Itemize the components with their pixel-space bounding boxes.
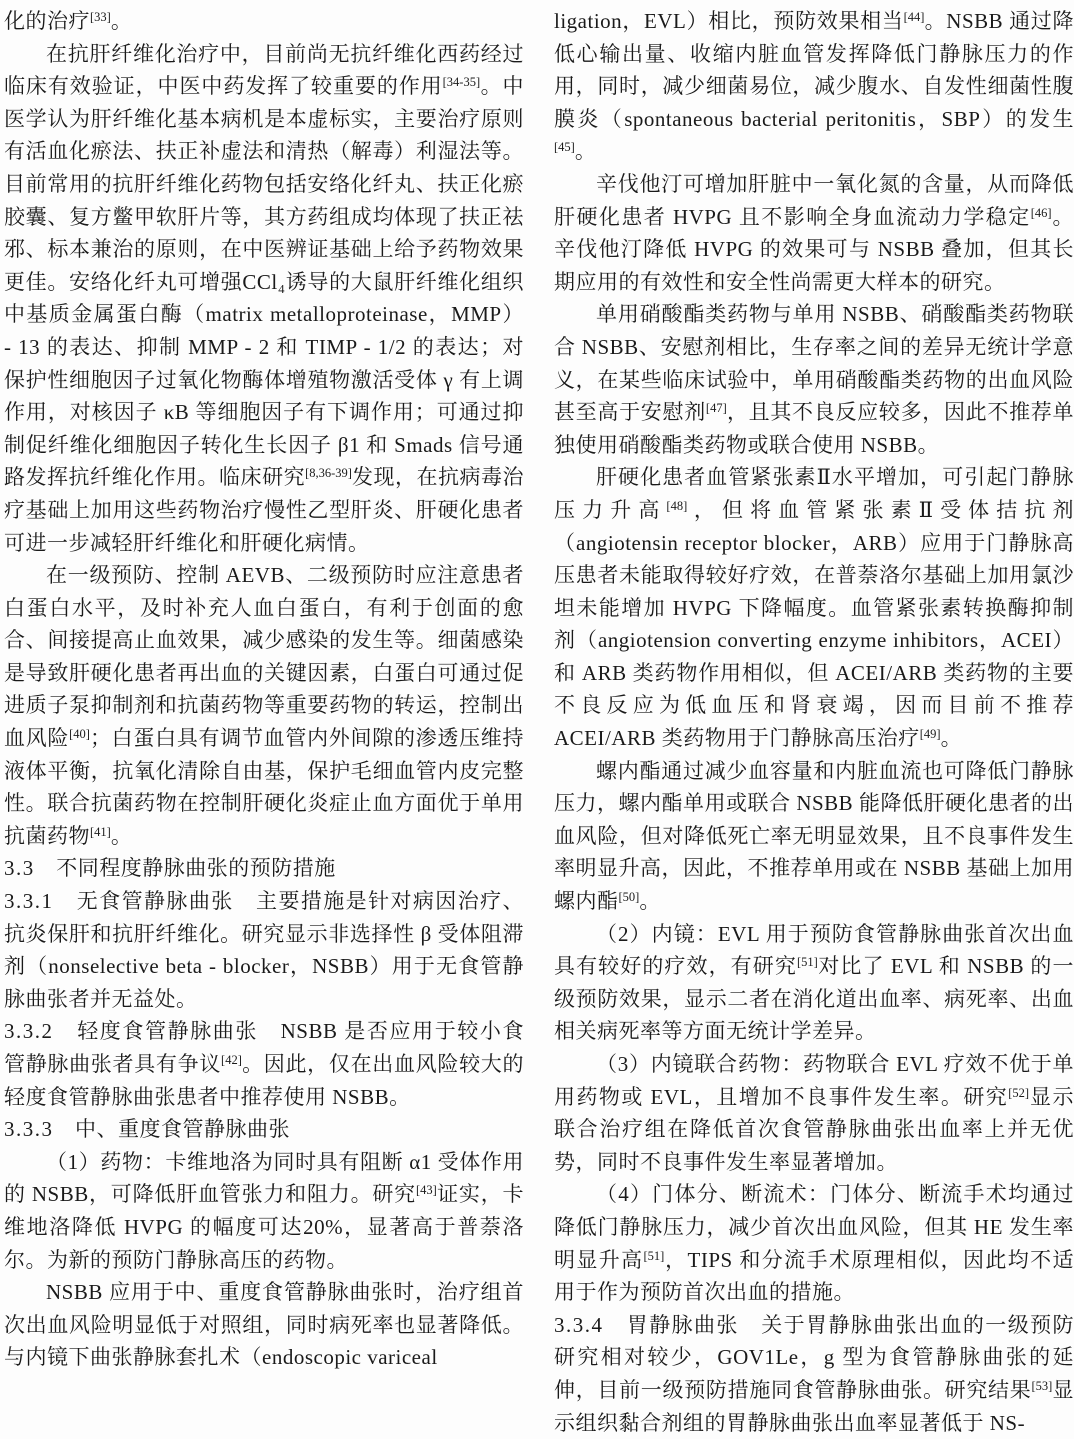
section-number: 3.3.1 [4,889,54,914]
reference-citation-marker: [47] [705,401,727,416]
body-paragraph: （1）药物：卡维地洛为同时具有阻断 α1 受体作用的 NSBB，可降低肝血管张力和阻力。研究[43]证实，卡维地洛降低 HVPG 的幅度可达20%，显著高于普萘洛尔。为新的预防门静脉高压的药物。 [4,1149,525,1272]
section-number: 3.3.4 [554,1312,604,1337]
reference-citation-marker: [44] [903,10,925,25]
section-number: 3.3.3 [4,1117,54,1142]
section-title: 不同程度静脉曲张的预防措施 [34,856,336,881]
reference-citation-marker: [43] [415,1183,437,1198]
reference-citation-marker: [42] [221,1053,242,1068]
reference-citation-marker: [46] [1030,205,1052,220]
reference-citation-marker: [52] [1008,1085,1030,1100]
body-paragraph: 肝硬化患者血管紧张素Ⅱ水平增加，可引起门静脉压力升高[48]，但将血管紧张素Ⅱ受体拮抗剂（angiotensin receptor blocker，ARB）应用于门静脉高压患者未能取得较好疗效，在普萘洛尔基础上加用氯沙坦未能增加 HVPG 下降幅度。血管紧张素转换酶抑制剂（angiotension converting enzyme inhibitors，ACEI）和 ARB 类药物作用相似，但 ACEI/ARB 类药物的主要不良反应为低血压和肾衰竭，因而目前不推荐 ACEI/ARB 类药物用于门静脉高压治疗[49]。 [554,465,1074,751]
section-title: 胃静脉曲张 [603,1312,762,1337]
section-heading-paragraph: 3.3.2 轻度食管静脉曲张 NSBB 是否应用于较小食管静脉曲张者具有争议[42]。因此，仅在出血风险较大的轻度食管静脉曲张患者中推荐使用 NSBB。 [4,1019,524,1109]
reference-citation-marker: [49] [919,727,941,742]
left-column [4,5,524,1420]
section-heading-paragraph: 3.3.1 无食管静脉曲张 主要措施是针对病因治疗、抗炎保肝和抗肝纤维化。研究显示非选择性 β 受体阻滞剂（nonselective beta - blocker，NSBB）用于无食管静脉曲张者并无益处。 [4,889,524,1011]
reference-citation-marker: [41] [90,824,111,839]
body-paragraph: 在抗肝纤维化治疗中，目前尚无抗纤维化西药经过临床有效验证，中医中药发挥了较重要的作用[34-35]。中医学认为肝纤维化基本病机是本虚标实，主要治疗原则有活血化瘀法、扶正补虚法和清热（解毒）利湿法等。目前常用的抗肝纤维化药物包括安络化纤丸、扶正化瘀胶囊、复方鳖甲软肝片等，其方药组成均体现了扶正祛邪、标本兼治的原则，在中医辨证基础上给予药物效果更佳。安络化纤丸可增强CCl₄诱导的大鼠肝纤维化组织中基质金属蛋白酶（matrix metalloproteinase，MMP） - 13 的表达、抑制 MMP - 2 和 TIMP - 1/2 的表达；对保护性细胞因子过氧化物酶体增殖物激活受体 γ 有上调作用，对核因子 κB 等细胞因子有下调作用；可通过抑制促纤维化细胞因子转化生长因子 β1 和 Smads 信号通路发挥抗纤维化作用。临床研究[8,36-39]发现，在抗病毒治疗基础上加用这些药物治疗慢性乙型肝炎、肝硬化患者可进一步减轻肝纤维化和肝硬化病情。 [4,41,525,555]
body-paragraph: （2）内镜：EVL 用于预防食管静脉曲张首次出血具有较好的疗效，有研究[51]对比了 EVL 和 NSBB 的一级预防效果，显示二者在消化道出血率、病死率、出血相关病死率等方面无统计学差异。 [554,921,1074,1044]
section-title: 轻度食管静脉曲张 [53,1019,281,1044]
body-paragraph: ligation，EVL）相比，预防效果相当[44]。NSBB 通过降低心输出量、收缩内脏血管发挥降低门静脉压力的作用，同时，减少细菌易位，减少腹水、自发性细菌性腹膜炎（spontaneous bacterial peritonitis，SBP）的发生[45]。 [554,9,1074,164]
body-paragraph: 单用硝酸酯类药物与单用 NSBB、硝酸酯类药物联合 NSBB、安慰剂相比，生存率之间的差异无统计学意义，在某些临床试验中，单用硝酸酯类药物的出血风险甚至高于安慰剂[47]，且其不良反应较多，因此不推荐单独使用硝酸酯类药物或联合使用 NSBB。 [554,302,1074,457]
reference-citation-marker: [8,36-39] [305,466,352,481]
reference-citation-marker: [50] [618,890,640,905]
reference-citation-marker: [51] [796,955,818,970]
reference-citation-marker: [48] [666,499,688,514]
reference-citation-marker: [40] [69,727,90,742]
section-number: 3.3 [4,856,35,881]
section-heading-paragraph [4,1113,524,1146]
body-paragraph: 在一级预防、控制 AEVB、二级预防时应注意患者白蛋白水平，及时补充人血白蛋白，有利于创面的愈合、间接提高止血效果，减少感染的发生等。细菌感染是导致肝硬化患者再出血的关键因素，白蛋白可通过促进质子泵抑制剂和抗菌药物等重要药物的转运，控制出血风险[40]；白蛋白具有调节血管内外间隙的渗透压维持液体平衡，抗氧化清除自由基，保护毛细血管内皮完整性。联合抗菌药物在控制肝硬化炎症止血方面优于单用抗菌药物[41]。 [4,563,525,848]
reference-citation-marker: [51] [643,1248,665,1263]
body-paragraph: 化的治疗[33]。 [4,9,133,33]
reference-citation-marker: [33] [90,10,111,25]
body-paragraph: 螺内酯通过减少血容量和内脏血流也可降低门静脉压力，螺内酯单用或联合 NSBB 能降低肝硬化患者的出血风险，但对降低死亡率无明显效果，且不良事件发生率明显升高，因此，不推荐单用或在 NSBB 基础上加用螺内酯[50]。 [554,758,1074,914]
section-heading-paragraph: 3.3.4 胃静脉曲张 关于胃静脉曲张出血的一级预防研究相对较少，GOV1Le，g 型为食管静脉曲张的延伸，目前一级预防措施同食管静脉曲张。研究结果[53]显示组织黏合剂组的胃静脉曲张出血率显著低于 NS- [554,1312,1074,1435]
body-paragraph: 辛伐他汀可增加肝脏中一氧化氮的含量，从而降低肝硬化患者 HVPG 且不影响全身血流动力学稳定[46]。辛伐他汀降低 HVPG 的效果可与 NSBB 叠加，但其长期应用的有效性和安全性尚需更大样本的研究。 [554,171,1074,294]
section-title: 无食管静脉曲张 [53,889,257,914]
reference-citation-marker: [53] [1031,1379,1053,1394]
right-column [554,5,1074,1435]
reference-citation-marker: [45] [554,140,575,155]
body-paragraph: （3）内镜联合药物：药物联合 EVL 疗效不优于单用药物或 EVL，且增加不良事件发生率。研究[52]显示联合治疗组在降低首次食管静脉曲张出血率上并无优势，同时不良事件发生率显著增加。 [554,1052,1074,1174]
body-paragraph: NSBB 应用于中、重度食管静脉曲张时，治疗组首次出血风险明显低于对照组，同时病死率也显著降低。与内镜下曲张静脉套扎术（endoscopic variceal [4,1280,524,1370]
reference-citation-marker: [34-35] [442,75,481,90]
section-number: 3.3.2 [4,1019,54,1044]
body-paragraph: （4）门体分、断流术：门体分、断流手术均通过降低门静脉压力，减少首次出血风险，但其 HE 发生率明显升高[51]，TIPS 和分流手术原理相似，因此均不适用于作为预防首次出血的措施。 [554,1182,1074,1305]
section-title: 中、重度食管静脉曲张 [53,1117,290,1142]
section-heading-paragraph [4,852,524,885]
